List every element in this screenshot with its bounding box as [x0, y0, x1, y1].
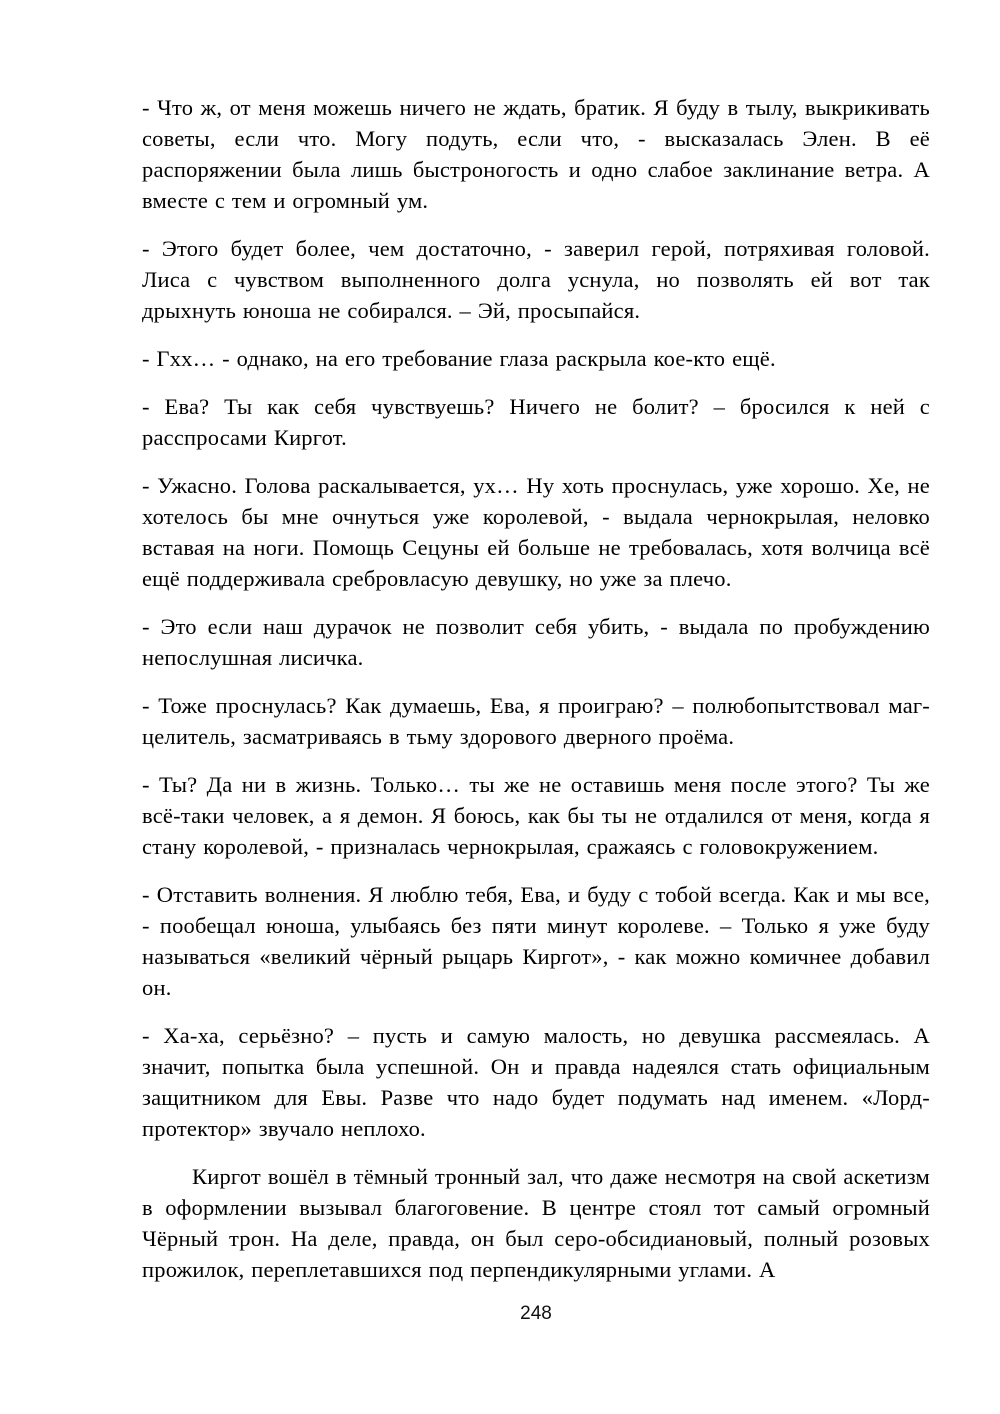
paragraph-dialogue: - Ха-ха, серьёзно? – пусть и самую малость, но девушка рассмеялась. А значит, попытка была успешной. Он и правда надеялся стать официальным защитником для Евы. Разве что надо будет подумать над именем. «Лорд-протектор» звучало неплохо. — [142, 1023, 930, 1141]
text-block — [142, 92, 930, 1285]
paragraph-dialogue: - Тоже проснулась? Как думаешь, Ева, я проиграю? – полюбопытствовал маг-целитель, засматриваясь в тьму здорового дверного проёма. — [142, 693, 930, 749]
paragraph-dialogue: - Ужасно. Голова раскалывается, ух… Ну хоть проснулась, уже хорошо. Хе, не хотелось бы мне очнуться уже королевой, - выдала чернокрылая, неловко вставая на ноги. Помощь Сецуны ей больше не требовалась, хотя волчица всё ещё поддерживала сребровласую девушку, но уже за плечо. — [142, 473, 930, 591]
paragraph-dialogue: - Этого будет более, чем достаточно, - заверил герой, потряхивая головой. Лиса с чувством выполненного долга уснула, но позволять ей вот так дрыхнуть юноша не собирался. – Эй, просыпайся. — [142, 236, 930, 323]
paragraph-dialogue: - Отставить волнения. Я люблю тебя, Ева, и буду с тобой всегда. Как и мы все, - пообещал юноша, улыбаясь без пяти минут королеве. – Только я уже буду называться «великий чёрный рыцарь Киргот», - как можно комичнее добавил он. — [142, 882, 930, 1000]
paragraph-narrative: Киргот вошёл в тёмный тронный зал, что даже несмотря на свой аскетизм в оформлении вызывал благоговение. В центре стоял тот самый огромный Чёрный трон. На деле, правда, он был серо-обсидиановый, полный розовых прожилок, переплетавшихся под перпендикулярными углами. А — [142, 1164, 930, 1282]
page-number: 248 — [520, 1303, 552, 1324]
paragraph-dialogue: - Это если наш дурачок не позволит себя убить, - выдала по пробуждению непослушная лисичка. — [142, 614, 930, 670]
paragraph-dialogue: - Что ж, от меня можешь ничего не ждать, братик. Я буду в тылу, выкрикивать советы, если что. Могу подуть, если что, - высказалась Элен. В её распоряжении была лишь быстроногость и одно слабое заклинание ветра. А вместе с тем и огромный ум. — [142, 95, 930, 213]
paragraph-dialogue: - Ева? Ты как себя чувствуешь? Ничего не болит? – бросился к ней с расспросами Киргот. — [142, 394, 930, 450]
paragraph-dialogue: - Гхх… - однако, на его требование глаза раскрыла кое-кто ещё. — [142, 346, 776, 371]
paragraph-dialogue: - Ты? Да ни в жизнь. Только… ты же не оставишь меня после этого? Ты же всё-таки человек, а я демон. Я боюсь, как бы ты не отдалился от меня, когда я стану королевой, - призналась чернокрылая, сражаясь с головокружением. — [142, 772, 930, 859]
